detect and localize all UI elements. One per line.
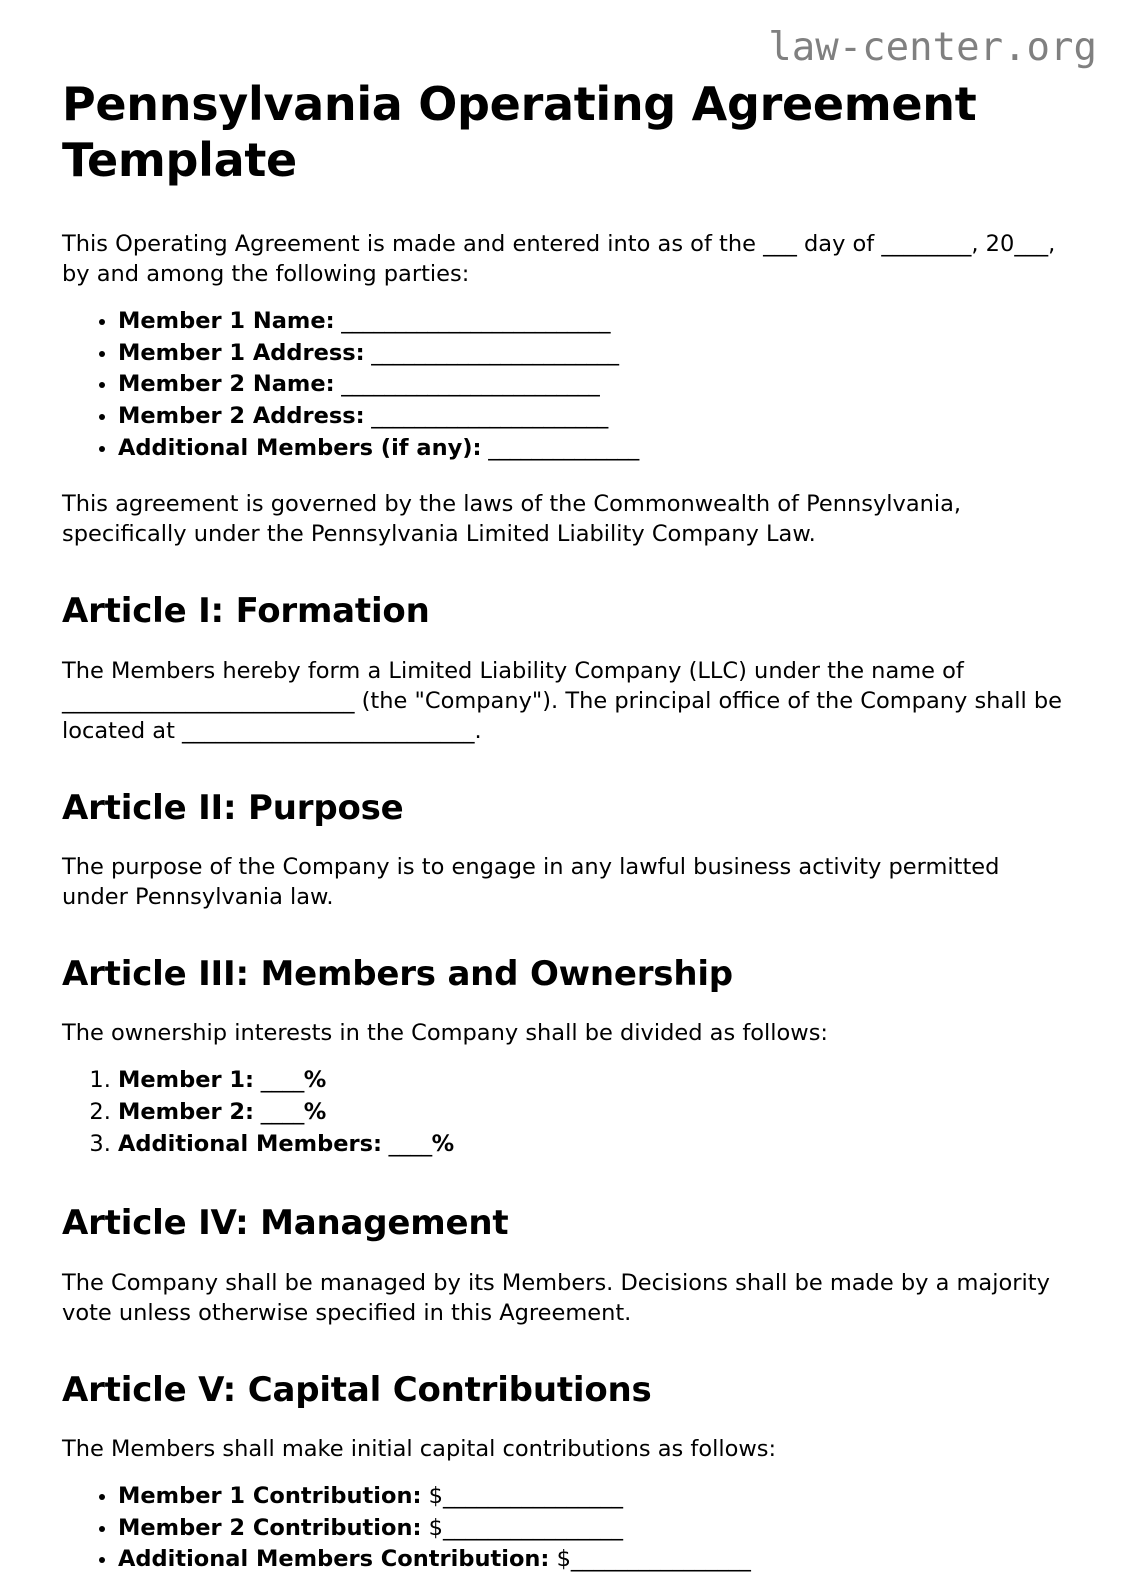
list-item xyxy=(118,371,1071,403)
party-blank: _________________________ xyxy=(334,308,611,335)
governing-law-paragraph: This agreement is governed by the laws of the Commonwealth of Pennsylvania, specifically under the Pennsylvania Limited Liability Company Law. xyxy=(62,491,962,548)
percent-sign: % xyxy=(431,1130,455,1157)
article-i-paragraph: The Members hereby form a Limited Liability Company (LLC) under the name of __________________________ (the "Company"). The principal office of the Company shall be located at __________________________. xyxy=(62,657,1063,744)
list-item xyxy=(118,340,1071,372)
list-item xyxy=(118,1099,1071,1131)
ownership-blank: ____ xyxy=(254,1067,304,1094)
section-article-ii xyxy=(62,787,1071,913)
contribution-amount-blank: $________________ xyxy=(421,1514,623,1541)
list-item xyxy=(118,435,1071,467)
article-iii-paragraph: The ownership interests in the Company shall be divided as follows: xyxy=(62,1020,828,1047)
list-item xyxy=(118,1515,1071,1547)
contribution-label: Member 2 Contribution: xyxy=(118,1514,422,1541)
article-ii-paragraph: The purpose of the Company is to engage in any lawful business activity permitted under Pennsylvania law. xyxy=(62,854,1000,910)
party-label: Additional Members (if any): xyxy=(118,434,482,461)
party-blank: ________________________ xyxy=(334,371,600,398)
ownership-list xyxy=(62,1067,1071,1162)
ownership-label: Member 1: xyxy=(118,1067,255,1094)
party-label: Member 2 Address: xyxy=(118,403,365,430)
contribution-amount-blank: $________________ xyxy=(421,1483,623,1510)
ownership-blank: ____ xyxy=(381,1130,432,1157)
article-iv-heading: Article IV: Management xyxy=(62,1203,509,1244)
section-article-iv xyxy=(62,1202,1071,1328)
article-v-heading: Article V: Capital Contributions xyxy=(62,1369,652,1410)
party-blank: _______________________ xyxy=(364,339,619,366)
list-item xyxy=(118,1483,1071,1515)
article-i-heading: Article I: Formation xyxy=(62,591,430,632)
section-article-iii xyxy=(62,953,1071,1162)
list-item xyxy=(118,1067,1071,1099)
percent-sign: % xyxy=(303,1098,327,1125)
article-ii-heading: Article II: Purpose xyxy=(62,787,404,828)
party-label: Member 1 Address: xyxy=(118,339,365,366)
party-label: Member 2 Name: xyxy=(118,371,335,398)
section-article-v xyxy=(62,1369,1071,1578)
article-iv-paragraph: The Company shall be managed by its Members. Decisions shall be made by a majority vote unless otherwise specified in this Agreement. xyxy=(62,1269,1050,1326)
parties-list xyxy=(62,308,1071,466)
party-blank: ______________ xyxy=(481,434,639,461)
section-article-i xyxy=(62,590,1071,746)
list-item xyxy=(118,403,1071,435)
list-item xyxy=(118,308,1071,340)
ownership-blank: ____ xyxy=(254,1098,304,1125)
ownership-label: Member 2: xyxy=(118,1098,255,1125)
party-label: Member 1 Name: xyxy=(118,308,335,335)
contribution-label: Member 1 Contribution: xyxy=(118,1483,422,1510)
contributions-list xyxy=(62,1483,1071,1578)
article-v-paragraph: The Members shall make initial capital contributions as follows: xyxy=(62,1436,777,1463)
contribution-label: Additional Members Contribution: xyxy=(118,1546,550,1573)
site-watermark: law-center.org xyxy=(768,25,1097,70)
list-item xyxy=(118,1546,1071,1578)
percent-sign: % xyxy=(303,1067,327,1094)
contribution-amount-blank: $________________ xyxy=(549,1546,751,1573)
ownership-label: Additional Members: xyxy=(118,1130,382,1157)
list-item xyxy=(118,1131,1071,1163)
intro-paragraph: This Operating Agreement is made and entered into as of the ___ day of ________, 20___, by and among the following parties: xyxy=(62,231,1056,288)
party-blank: ______________________ xyxy=(364,403,608,430)
article-iii-heading: Article III: Members and Ownership xyxy=(62,953,733,994)
page-title: Pennsylvania Operating Agreement Template xyxy=(62,77,977,188)
